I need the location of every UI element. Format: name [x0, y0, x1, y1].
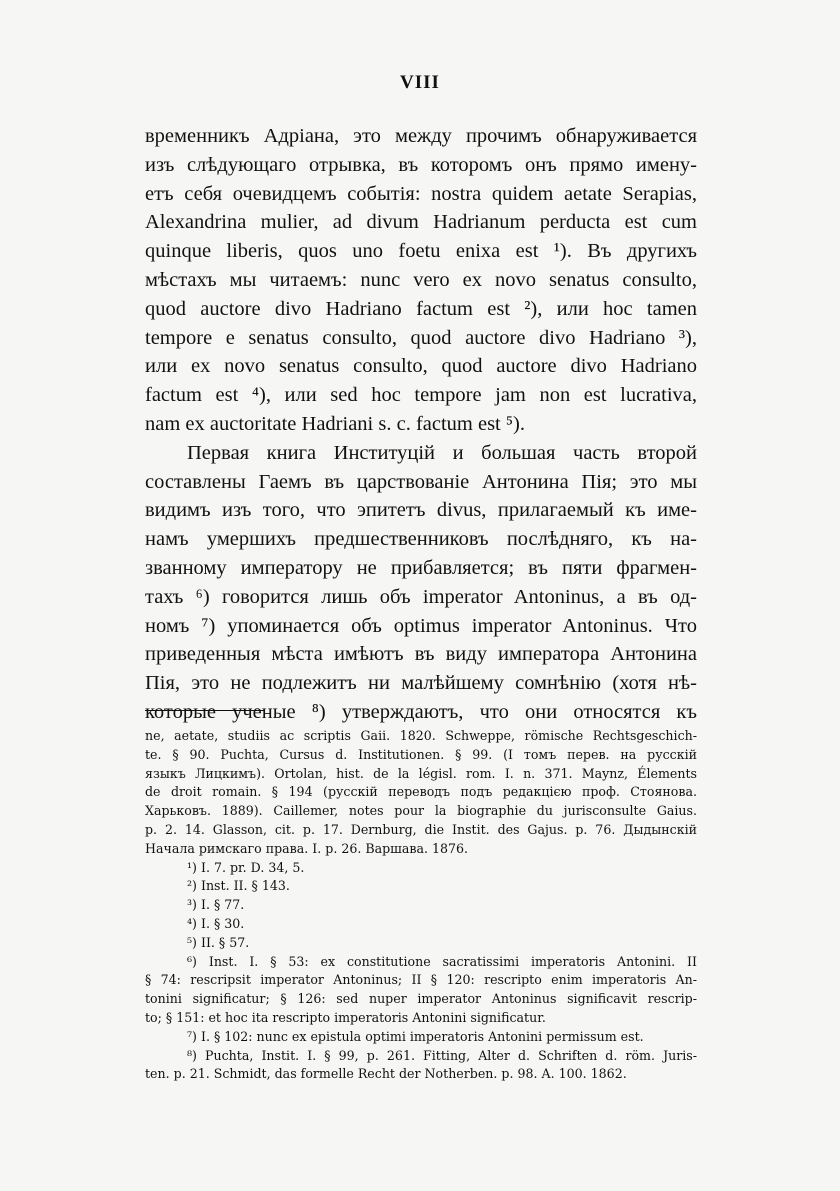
page-number: VIII	[400, 72, 440, 93]
footnote-line: ne, aetate, studiis ac scriptis Gaii. 1820. Schweppe, römische Rechtsgeschich-	[145, 728, 697, 743]
footnote-3: ³) I. § 77.	[187, 897, 245, 913]
footnote-6	[145, 953, 697, 1028]
footnotes-short	[145, 859, 697, 953]
footnote-continuation	[145, 727, 697, 859]
footnote-line: языкъ Лицкимъ). Ortolan, hist. de la législ. rom. I. n. 371. Maynz, Élements	[145, 765, 697, 781]
text-line: приведенныя мѣста имѣютъ въ виду императора Антонина	[145, 643, 697, 666]
text-line: factum est ⁴), или sed hoc tempore jam non est lucrativa,	[145, 384, 697, 407]
text-line: nam ex auctoritate Hadriani s. c. factum est ⁵).	[145, 412, 525, 435]
footnote-8	[145, 1047, 697, 1085]
text-line: временникъ Адріана, это между прочимъ обнаруживается	[145, 125, 697, 147]
paragraph-1	[145, 122, 697, 439]
text-line: Alexandrina mulier, ad divum Hadrianum perducta est cum	[145, 211, 697, 234]
footnote-separator	[145, 710, 265, 711]
footnote-1: ¹) I. 7. pr. D. 34, 5.	[187, 859, 305, 875]
text-line: quod auctore divo Hadriano factum est ²), или hoc tamen	[145, 297, 697, 320]
footnote-line: te. § 90. Puchta, Cursus d. Institutionen. § 99. (I томъ перев. на русскій	[145, 746, 697, 762]
text-line: етъ себя очевидцемъ событія: nostra quidem aetate Serapias,	[145, 182, 697, 205]
text-line: quinque liberis, quos uno foetu enixa est ¹). Въ другихъ	[145, 240, 697, 263]
text-line: Первая книга Институцій и большая часть второй	[187, 441, 697, 464]
footnote-line: § 74: rescripsit imperator Antoninus; II § 120: rescripto enim imperatoris An-	[145, 972, 697, 988]
footnote-4: ⁴) I. § 30.	[187, 915, 245, 931]
footnote-line: tonini significatur; § 126: sed nuper imperator Antoninus significavit rescrip-	[145, 991, 697, 1007]
text-line: tempore e senatus consulto, quod auctore divo Hadriano ³),	[145, 326, 697, 349]
text-line: мѣстахъ мы читаемъ: nunc vero ex novo senatus consulto,	[145, 268, 697, 291]
main-text	[145, 122, 697, 727]
text-line: тахъ ⁶) говорится лишь объ imperator Antoninus, а въ од-	[145, 585, 697, 608]
text-line: изъ слѣдующаго отрывка, въ которомъ онъ прямо имену-	[145, 153, 697, 176]
text-line: Пія, это не подлежитъ ни малѣйшему сомнѣнію (хотя нѣ-	[145, 672, 697, 695]
text-line: номъ ⁷) упоминается объ optimus imperator Antoninus. Что	[145, 614, 697, 637]
footnote-line: Харьковъ. 1889). Caillemer, notes pour la biographie du jurisconsulte Gaius.	[145, 803, 697, 819]
text-line: намъ умершихъ предшественниковъ послѣдняго, къ на-	[145, 528, 697, 551]
text-line: видимъ изъ того, что эпитетъ divus, прилагаемый къ име-	[145, 499, 697, 522]
footnotes	[145, 727, 697, 1084]
footnote-line: to; § 151: et hoc ita rescripto imperatoris Antonini significatur.	[145, 1009, 546, 1025]
footnote-line: p. 2. 14. Glasson, cit. p. 17. Dernburg, die Instit. des Gajus. p. 76. Дыдынскій	[145, 821, 697, 837]
text-line: составлены Гаемъ въ царствованіе Антонина Пія; это мы	[145, 470, 697, 493]
footnote-line: ⁷) I. § 102: nunc ex epistula optimi imperatoris Antonini permissum est.	[187, 1028, 644, 1044]
text-line: званному императору не прибавляется; въ пяти фрагмен-	[145, 556, 697, 579]
text-line: или ex novo senatus consulto, quod auctore divo Hadriano	[145, 355, 697, 378]
footnote-line: ⁶) Inst. I. § 53: ex constitutione sacratissimi imperatoris Antonini. II	[187, 953, 697, 969]
footnote-line: ⁸) Puchta, Instit. I. § 99, p. 261. Fitting, Alter d. Schriften d. röm. Juris-	[187, 1047, 697, 1063]
footnote-7	[145, 1028, 697, 1047]
footnote-2: ²) Inst. II. § 143.	[187, 878, 290, 894]
footnote-line: de droit romain. § 194 (русскій переводъ подъ редакцією проф. Стоянова.	[145, 784, 697, 800]
footnote-line: Начала римскаго права. I. p. 26. Варшава. 1876.	[145, 840, 469, 856]
footnote-5: ⁵) II. § 57.	[187, 934, 250, 950]
text-line: которые ученые ⁸) утверждаютъ, что они относятся къ	[145, 700, 697, 723]
paragraph-2	[145, 439, 697, 727]
footnote-line: ten. p. 21. Schmidt, das formelle Recht der Notherben. p. 98. A. 100. 1862.	[145, 1066, 627, 1082]
